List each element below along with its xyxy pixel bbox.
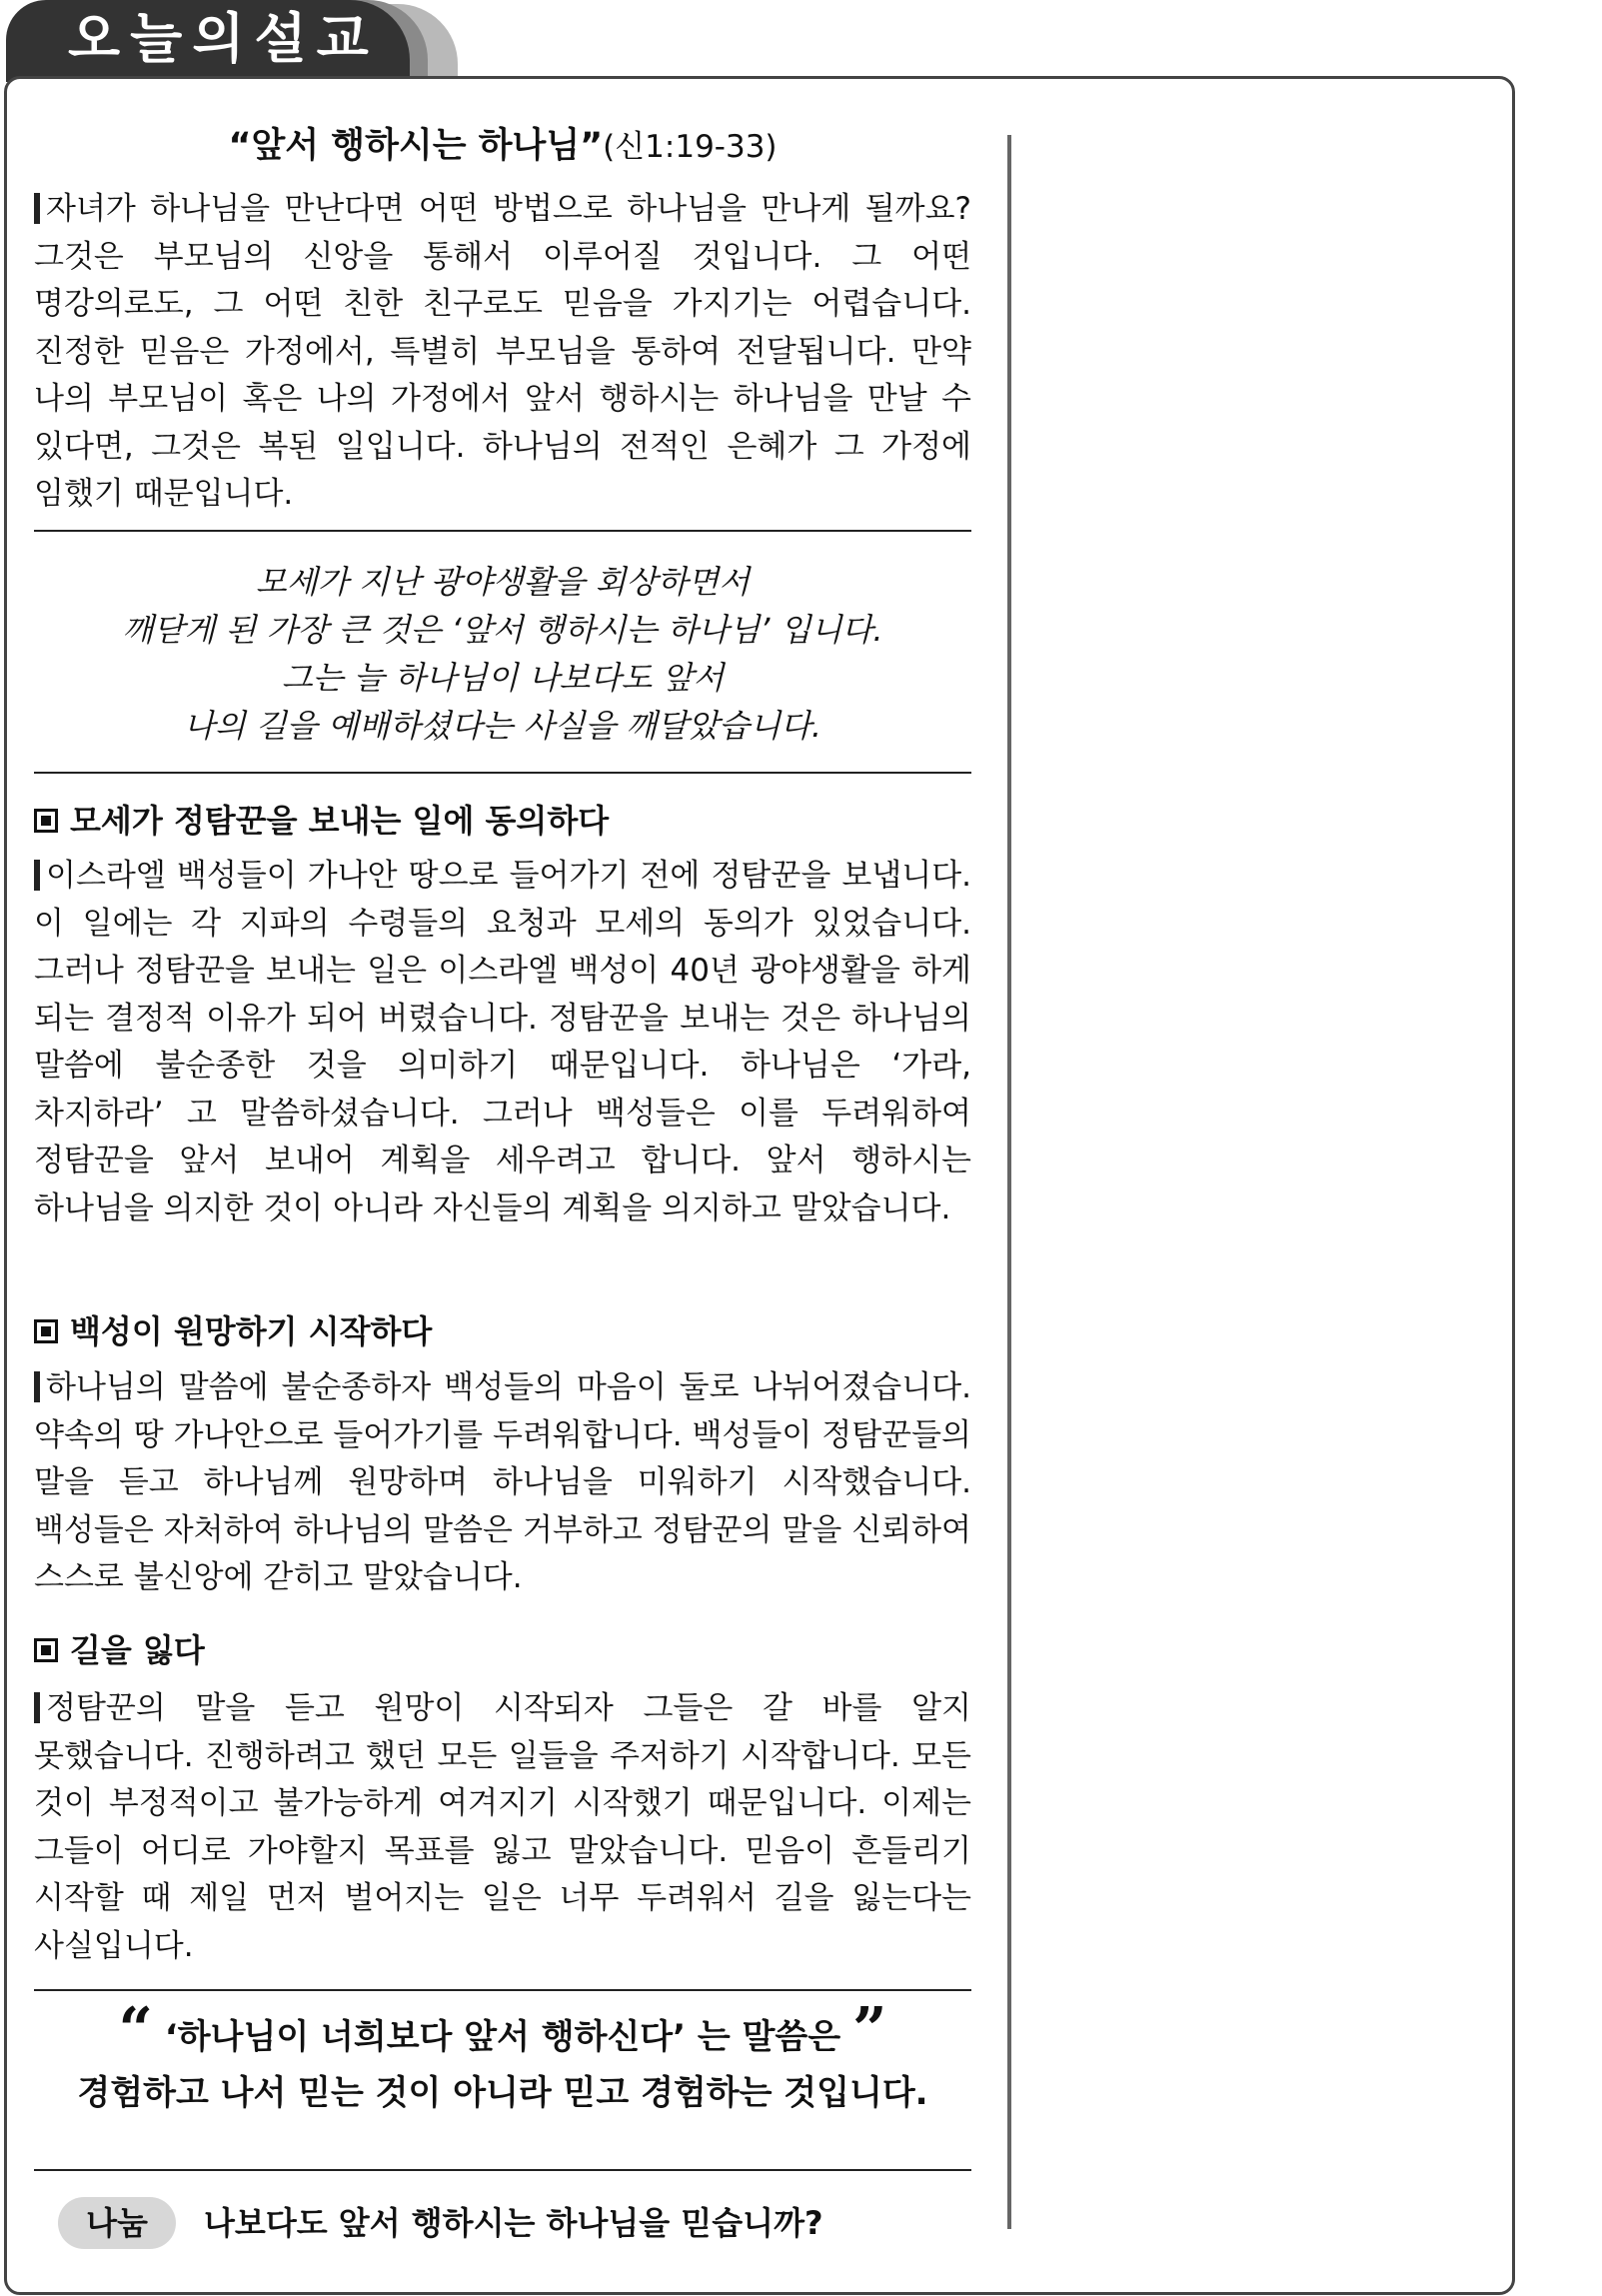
open-quote-mark: “ xyxy=(118,1995,154,2065)
paragraph-marker-icon xyxy=(34,193,40,224)
section-heading-text: 백성이 원망하기 시작하다 xyxy=(70,1312,433,1350)
column-divider xyxy=(1007,135,1011,2229)
quote-line: 모세가 지난 광야생활을 회상하면서 xyxy=(255,563,751,601)
summary-quote xyxy=(34,558,971,750)
close-quote-mark: ” xyxy=(851,1995,887,2065)
intro-text: 자녀가 하나님을 만난다면 어떤 방법으로 하나님을 만나게 될까요? 그것은 부모님의 신앙을 통해서 이루어질 것입니다. 그 어떤 명강의로도, 그 어떤 친한 친구로도 믿음을 가지기는 어렵습니다. 진정한 믿음은 가정에서, 특별히 부모님을 통하여 전달됩니다. 만약 나의 부모님이 혹은 나의 가정에서 앞서 행하시는 하나님을 만날 수 있다면, 그것은 복된 일입니다. 하나님의 전적인 은혜가 그 가정에 임했기 때문입니다. xyxy=(34,191,971,512)
section-title: 오늘의설교 xyxy=(68,7,379,70)
section-text: 이스라엘 백성들이 가나안 땅으로 들어가기 전에 정탐꾼을 보냅니다. 이 일에는 각 지파의 수령들의 요청과 모세의 동의가 있었습니다. 그러나 정탐꾼을 보내는 일은 이스라엘 백성이 40년 광야생활을 하게 되는 결정적 이유가 되어 버렸습니다. 정탐꾼을 보내는 것은 하나님의 말씀에 불순종한 것을 의미하기 때문입니다. 하나님은 ‘가라, 차지하라’ 고 말씀하셨습니다. 그러나 백성들은 이를 두려워하여 정탐꾼을 앞서 보내어 계획을 세우려고 합니다. 앞서 행하시는 하나님을 의지한 것이 아니라 자신들의 계획을 의지하고 말았습니다. xyxy=(34,858,971,1226)
divider xyxy=(34,1989,971,1991)
pull-quote-line: 경험하고 나서 믿는 것이 아니라 믿고 경험하는 것입니다. xyxy=(77,2073,928,2113)
section-heading xyxy=(34,797,971,845)
header-tab xyxy=(6,0,410,82)
paragraph-marker-icon xyxy=(34,1692,40,1723)
quote-line: 나의 길을 예배하셨다는 사실을 깨달았습니다. xyxy=(183,707,822,745)
section-heading-text: 모세가 정탐꾼을 보내는 일에 동의하다 xyxy=(70,802,610,840)
section-body xyxy=(34,1685,971,1970)
intro-block xyxy=(34,186,971,519)
section-paragraph xyxy=(34,1685,971,1970)
pull-quote xyxy=(34,1995,971,2121)
section-heading-text: 길을 잃다 xyxy=(70,1631,205,1669)
square-bullet-icon xyxy=(34,1319,58,1343)
pull-quote-text: ‘하나님이 너희보다 앞서 행하신다’ 는 말씀은 xyxy=(164,2017,841,2057)
scripture-reference: (신1:19-33) xyxy=(603,129,778,165)
section-body xyxy=(34,1364,971,1602)
section-heading xyxy=(34,1307,971,1355)
sermon-title-line xyxy=(34,122,971,176)
share-question-row xyxy=(58,2197,957,2251)
section-text: 하나님의 말씀에 불순종하자 백성들의 마음이 둘로 나뉘어졌습니다. 약속의 땅 가나안으로 들어가기를 두려워합니다. 백성들이 정탐꾼들의 말을 듣고 하나님께 원망하며 하나님을 미워하기 시작했습니다. 백성들은 자처하여 하나님의 말씀은 거부하고 정탐꾼의 말을 신뢰하여 스스로 불신앙에 갇히고 말았습니다. xyxy=(34,1369,971,1595)
section-text: 정탐꾼의 말을 듣고 원망이 시작되자 그들은 갈 바를 알지 못했습니다. 진행하려고 했던 모든 일들을 주저하기 시작합니다. 모든 것이 부정적이고 불가능하게 여겨지기 시작했기 때문입니다. 이제는 그들이 어디로 가야할지 목표를 잃고 말았습니다. 믿음이 흔들리기 시작할 때 제일 먼저 벌어지는 일은 너무 두려워서 길을 잃는다는 사실입니다. xyxy=(34,1690,971,1964)
sermon-title: “앞서 행하시는 하나님” xyxy=(228,126,604,166)
share-badge: 나눔 xyxy=(58,2197,176,2249)
share-question: 나보다도 앞서 행하시는 하나님을 믿습니까? xyxy=(204,2204,823,2242)
intro-paragraph xyxy=(34,186,971,519)
quote-line: 깨닫게 된 가장 큰 것은 ‘앞서 행하시는 하나님’ 입니다. xyxy=(122,611,883,649)
pull-quote-line xyxy=(34,1995,971,2065)
quote-line: 그는 늘 하나님이 나보다도 앞서 xyxy=(281,659,725,697)
section-paragraph xyxy=(34,1364,971,1602)
divider xyxy=(34,772,971,774)
divider xyxy=(34,530,971,532)
section-paragraph xyxy=(34,853,971,1232)
section-body xyxy=(34,853,971,1232)
paragraph-marker-icon xyxy=(34,1371,40,1402)
divider xyxy=(34,2169,971,2171)
section-heading xyxy=(34,1626,971,1674)
square-bullet-icon xyxy=(34,809,58,833)
square-bullet-icon xyxy=(34,1638,58,1662)
paragraph-marker-icon xyxy=(34,860,40,891)
